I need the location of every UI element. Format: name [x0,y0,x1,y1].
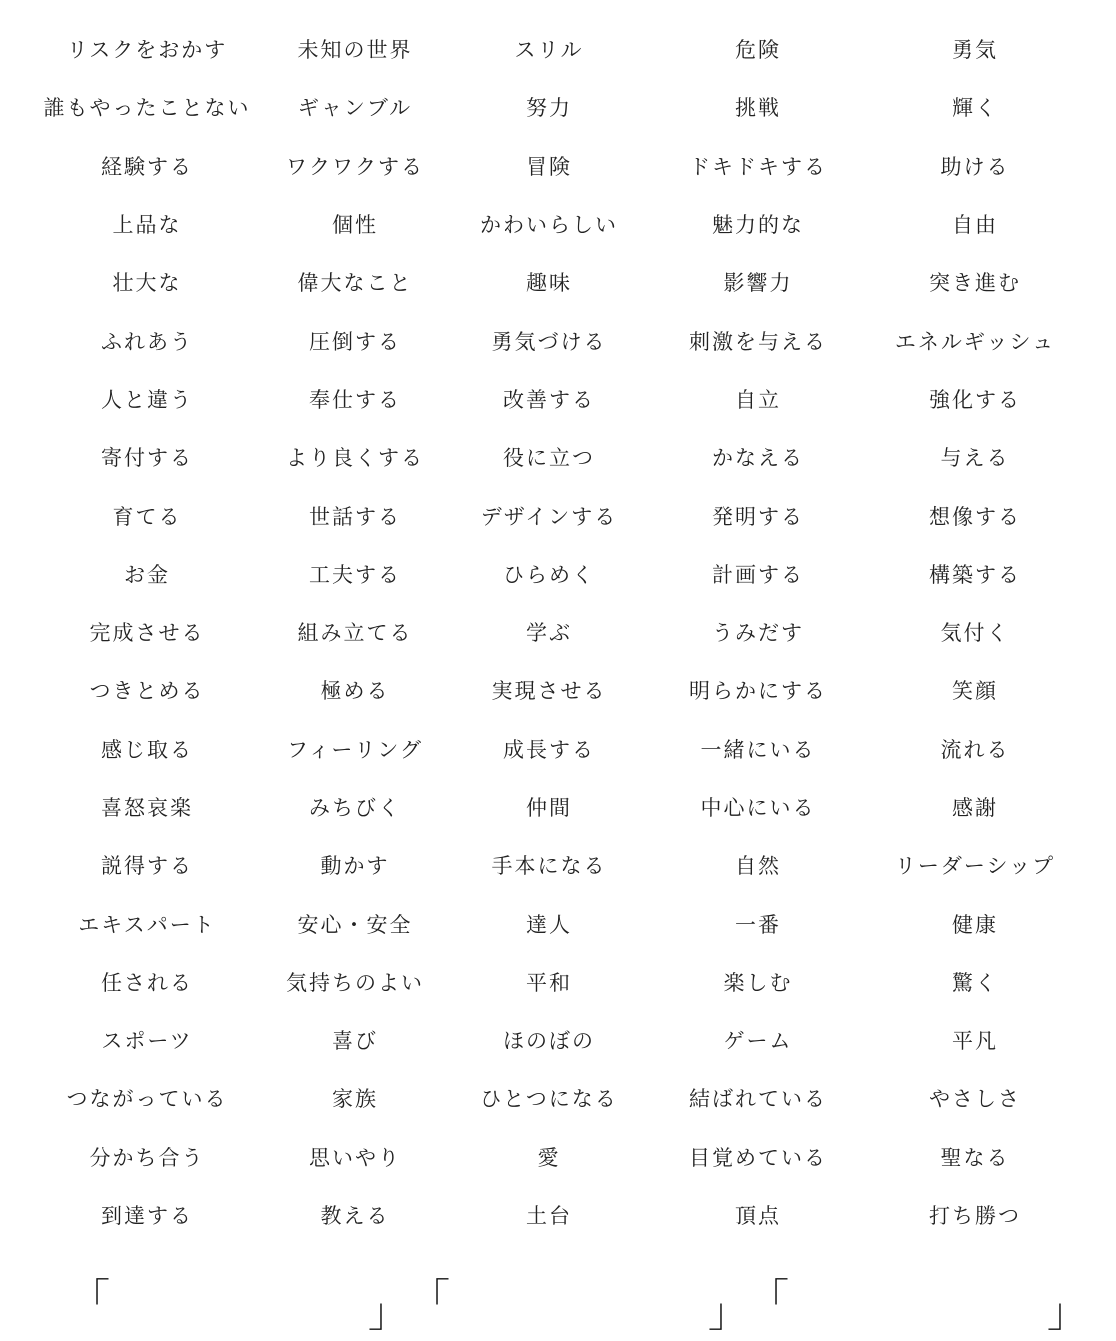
word-cell: 世話する [309,504,401,529]
word-cell: 教える [320,1204,390,1229]
word-cell: 工夫する [309,562,401,587]
word-cell: デザインする [480,504,618,529]
word-cell: 平和 [526,970,572,995]
word-cell: 完成させる [89,621,205,646]
word-cell: 感じ取る [101,737,193,762]
word-cell: 驚く [952,970,998,995]
word-cell: 目覚めている [689,1145,827,1170]
word-cell: 気付く [940,621,1010,646]
word-cell: 趣味 [526,271,572,296]
word-cell: 任される [101,970,193,995]
word-cell: 壮大な [112,271,182,296]
word-cell: 奉仕する [309,387,401,412]
word-cell: 誰もやったことない [43,96,251,121]
word-cell: かわいらしい [480,213,618,238]
answer-2-close-bracket: 」 [708,1290,748,1336]
word-cell: 極める [320,679,390,704]
word-cell: ドキドキする [689,154,827,179]
word-cell: 未知の世界 [297,38,413,63]
answer-2-input[interactable] [448,1283,706,1329]
word-cell: 成長する [503,737,595,762]
word-cell: 上品な [112,213,182,238]
word-cell: 家族 [332,1087,378,1112]
word-cell: うみだす [712,621,804,646]
word-cell: 流れる [940,737,1010,762]
word-cell: 平凡 [952,1029,998,1054]
word-cell: 組み立てる [297,621,413,646]
word-cell: 育てる [112,504,182,529]
word-cell: スリル [514,38,584,63]
word-cell: ほのぼの [503,1029,595,1054]
word-cell: 助ける [940,154,1010,179]
word-cell: 健康 [952,912,998,937]
word-cell: 思いやり [309,1145,401,1170]
word-cell: 手本になる [491,854,607,879]
word-cell: 学ぶ [526,621,572,646]
word-cell: 達人 [526,912,572,937]
answer-1-open-bracket: 「 [70,1276,110,1322]
word-cell: 輝く [952,96,998,121]
word-cell: 打ち勝つ [929,1204,1021,1229]
word-cell: 勇気づける [491,329,607,354]
word-cell: エキスパート [78,912,216,937]
word-cell: 愛 [537,1145,561,1170]
word-cell: ひとつになる [480,1087,618,1112]
word-cell: 勇気 [952,38,998,63]
answer-3-close-bracket: 」 [1047,1290,1087,1336]
word-cell: 一番 [735,912,781,937]
word-cell: 一緒にいる [700,737,816,762]
word-cell: 楽しむ [723,970,793,995]
word-cell: 中心にいる [700,796,816,820]
answer-1-close-bracket: 」 [368,1290,408,1336]
word-cell: 突き進む [929,271,1021,296]
word-cell: 笑顔 [952,679,998,704]
word-cell: 到達する [101,1204,193,1229]
word-cell: 構築する [929,562,1021,587]
word-cell: 分かち合う [89,1145,205,1170]
word-cell: エネルギッシュ [894,329,1056,354]
word-cell: 感謝 [952,796,998,820]
word-cell: みちびく [309,796,401,820]
word-cell: 寄付する [101,446,193,471]
answer-1-input[interactable] [108,1283,366,1329]
word-cell: 刺激を与える [689,329,827,354]
word-cell: 発明する [712,504,804,529]
word-cell: 計画する [712,562,804,587]
word-cell: 圧倒する [309,329,401,354]
word-cell: 強化する [929,387,1021,412]
word-cell: より良くする [286,446,424,471]
word-cell: 安心・安全 [297,912,413,937]
word-cell: 気持ちのよい [286,970,424,995]
word-cell: 改善する [503,387,595,412]
word-cell: 挑戦 [735,96,781,121]
word-cell: 動かす [320,854,390,879]
word-cell: 影響力 [723,271,793,296]
answer-3-open-bracket: 「 [749,1276,789,1322]
word-cell: 魅力的な [712,213,804,238]
word-cell: お金 [124,562,170,587]
word-cell: リーダーシップ [894,854,1056,879]
answer-3-input[interactable] [787,1283,1045,1329]
word-cell: ワクワクする [286,154,424,179]
word-cell: 聖なる [940,1145,1010,1170]
word-cell: 土台 [526,1204,572,1229]
word-cell: 頂点 [735,1204,781,1229]
word-cell: 結ばれている [689,1087,827,1112]
word-cell: 喜怒哀楽 [101,796,193,820]
word-cell: 危険 [735,38,781,63]
word-cell: 役に立つ [503,446,595,471]
word-cell: ギャンブル [297,96,413,121]
word-cell: 自立 [735,387,781,412]
word-cell: 人と違う [101,387,193,412]
word-cell: 与える [940,446,1010,471]
word-cell: 経験する [101,154,193,179]
word-cell: 偉大なこと [297,271,413,296]
word-cell: 個性 [332,213,378,238]
word-cell: リスクをおかす [66,38,228,63]
word-cell: ふれあう [101,329,193,354]
answer-2-open-bracket: 「 [410,1276,450,1322]
word-cell: 想像する [929,504,1021,529]
word-cell: やさしさ [929,1087,1021,1112]
word-cell: 実現させる [491,679,607,704]
word-cell: 自然 [735,854,781,879]
word-cell: かなえる [712,446,804,471]
word-cell: ひらめく [503,562,595,587]
word-cell: 努力 [526,96,572,121]
word-cell: 明らかにする [689,679,827,704]
word-grid [43,20,1073,1244]
word-cell: スポーツ [101,1029,193,1054]
word-cell: 説得する [101,854,193,879]
word-cell: ゲーム [723,1029,793,1054]
word-cell: つきとめる [89,679,205,704]
word-cell: 自由 [952,213,998,238]
word-cell: 仲間 [526,796,572,820]
word-cell: つながっている [66,1087,228,1112]
word-cell: フィーリング [287,737,423,762]
word-cell: 喜び [332,1029,378,1054]
word-cell: 冒険 [526,154,572,179]
answer-row [0,1275,1116,1341]
